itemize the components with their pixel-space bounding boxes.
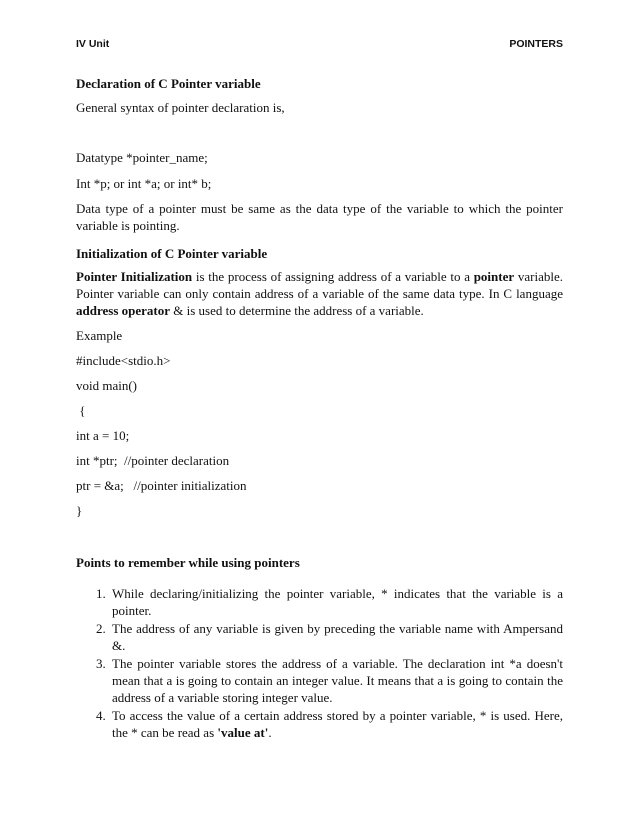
bold-term-pointer-initialization: Pointer Initialization <box>76 269 193 284</box>
text-fragment: . <box>268 725 272 740</box>
text-fragment: is the process of assigning address of a variable to a <box>192 269 474 284</box>
code-line-open-brace: { <box>76 403 86 418</box>
code-line-main: void main() <box>76 378 138 393</box>
paragraph-examples: Int *p; or int *a; or int* b; <box>76 176 212 191</box>
paragraph-datatype-syntax: Datatype *pointer_name; <box>76 150 208 165</box>
paragraph-syntax-intro: General syntax of pointer declaration is, <box>76 100 285 115</box>
text-fragment: To access the value of a certain address stored by a pointer variable, * is used. Here, the * can be read as <box>112 708 563 740</box>
code-line-ptr-declaration: int *ptr; //pointer declaration <box>76 453 230 468</box>
bold-term-pointer: pointer <box>473 269 515 284</box>
text-fragment: variable. Pointer variable can only contain address of a variable of the same data type. In C language <box>76 269 563 301</box>
bold-term-address-operator: address operator <box>76 303 171 318</box>
points-list <box>76 585 563 742</box>
page-header <box>76 38 563 54</box>
list-item-number: 3. <box>96 656 106 671</box>
list-item-number: 1. <box>96 586 106 601</box>
example-label: Example <box>76 328 123 343</box>
list-item <box>76 585 563 619</box>
list-item <box>76 655 563 706</box>
header-topic: POINTERS <box>509 38 563 50</box>
header-unit: IV Unit <box>76 38 110 50</box>
section-heading-initialization: Initialization of C Pointer variable <box>76 246 268 261</box>
list-item-number: 2. <box>96 621 106 636</box>
text-fragment: & is used to determine the address of a variable. <box>170 303 424 318</box>
code-line-int-a: int a = 10; <box>76 428 130 443</box>
bold-term-value-at: 'value at' <box>217 725 269 740</box>
paragraph-initialization <box>76 268 563 319</box>
list-item <box>76 620 563 654</box>
section-heading-points: Points to remember while using pointers <box>76 555 300 570</box>
code-line-close-brace: } <box>76 503 83 518</box>
list-item-text: The pointer variable stores the address of a variable. The declaration int *a doesn't mean that a is going to contain an integer value. It means that a is going to contain the address of a variable storing integer value. <box>112 656 563 705</box>
list-item-text: The address of any variable is given by preceding the variable name with Ampersand &. <box>112 621 563 653</box>
section-heading-declaration: Declaration of C Pointer variable <box>76 76 261 91</box>
list-item-number: 4. <box>96 708 106 723</box>
list-item-text: While declaring/initializing the pointer variable, * indicates that the variable is a pointer. <box>112 586 563 618</box>
code-line-ptr-initialization: ptr = &a; //pointer initialization <box>76 478 247 493</box>
paragraph-datatype-rule: Data type of a pointer must be same as the data type of the variable to which the pointer variable is pointing. <box>76 201 563 233</box>
code-line-include: #include<stdio.h> <box>76 353 171 368</box>
list-item-text <box>112 708 563 740</box>
list-item <box>76 707 563 741</box>
